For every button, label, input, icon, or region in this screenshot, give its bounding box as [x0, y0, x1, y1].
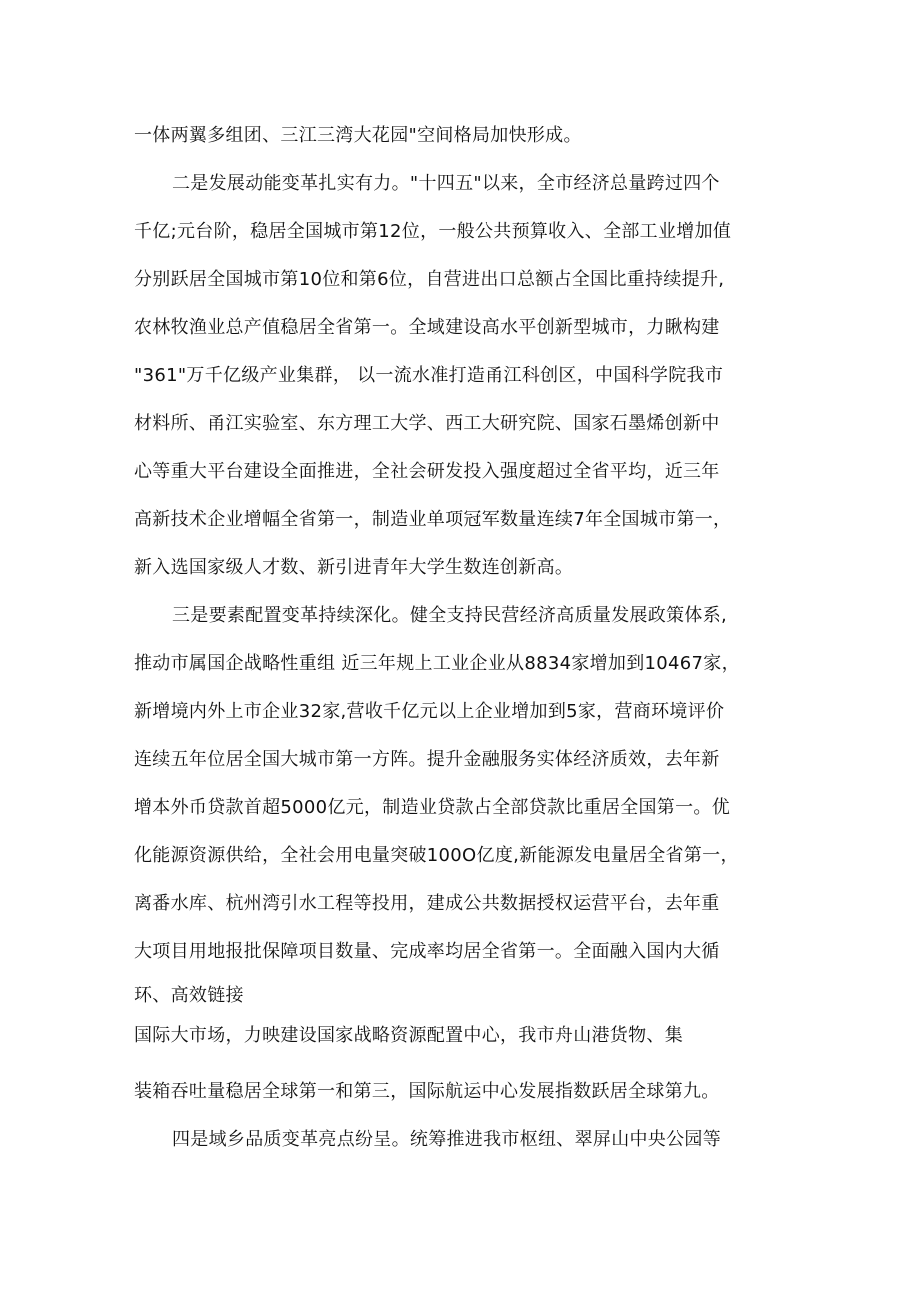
- text-line: 推动市属国企战略性重组 近三年规上工业企业从8834家增加到10467家，: [134, 653, 740, 674]
- paragraph-start: 四是域乡品质变革亮点纷呈。统筹推进我市枢纽、翠屏山中央公园等: [172, 1129, 721, 1150]
- text-line: 分别跃居全国城市第10位和第6位，自营进出口总额占全国比重持续提升,: [134, 269, 725, 290]
- text-line: 新入选国家级人才数、新引进青年大学生数连创新高。: [134, 557, 574, 578]
- text-line: 环、高效链接: [134, 985, 244, 1006]
- text-line: 材料所、甬江实验室、东方理工大学、西工大研究院、国家石墨烯创新中: [134, 413, 720, 434]
- text-line: 农林牧渔业总产值稳居全省第一。全域建设高水平创新型城市，力瞅构建: [134, 317, 720, 338]
- text-line: 千亿;元台阶，稳居全国城市第12位，一般公共预算收入、全部工业增加值: [134, 221, 732, 242]
- text-line: 新增境内外上市企业32家,营收千亿元以上企业增加到5家，营商环境评价: [134, 701, 725, 722]
- text-line: 大项目用地报批保障项目数量、完成率均居全省第一。全面融入国内大循: [134, 941, 720, 962]
- text-line: 国际大市场，力映建设国家战略资源配置中心，我市舟山港货物、集: [134, 1025, 683, 1046]
- text-line: 化能源资源供给，全社会用电量突破100O亿度,新能源发电量居全省第一，: [134, 845, 739, 866]
- text-line: "361"万千亿级产业集群， 以一流水准打造甬江科创区，中国科学院我市: [134, 365, 724, 386]
- text-line: 装箱吞吐量稳居全球第一和第三，国际航运中心发展指数跃居全球第九。: [134, 1081, 720, 1102]
- text-line: 高新技术企业增幅全省第一，制造业单项冠军数量连续7年全国城市第一，: [134, 509, 732, 530]
- text-line: 连续五年位居全国大城市第一方阵。提升金融服务实体经济质效，去年新: [134, 749, 720, 770]
- paragraph-start: 三是要素配置变革持续深化。健全支持民营经济高质量发展政策体系,: [172, 605, 728, 626]
- text-line: 离番水库、杭州湾引水工程等投用，建成公共数据授权运营平台，去年重: [134, 893, 720, 914]
- text-line: 心等重大平台建设全面推进，全社会研发投入强度超过全省平均，近三年: [134, 461, 720, 482]
- paragraph-start: 二是发展动能变革扎实有力。"十四五"以来，全市经济总量跨过四个: [172, 173, 720, 194]
- text-line: 一体两翼多组团、三江三湾大花园"空间格局加快形成。: [134, 125, 582, 146]
- text-line: 增本外币贷款首超5000亿元，制造业贷款占全部贷款比重居全国第一。优: [134, 797, 731, 818]
